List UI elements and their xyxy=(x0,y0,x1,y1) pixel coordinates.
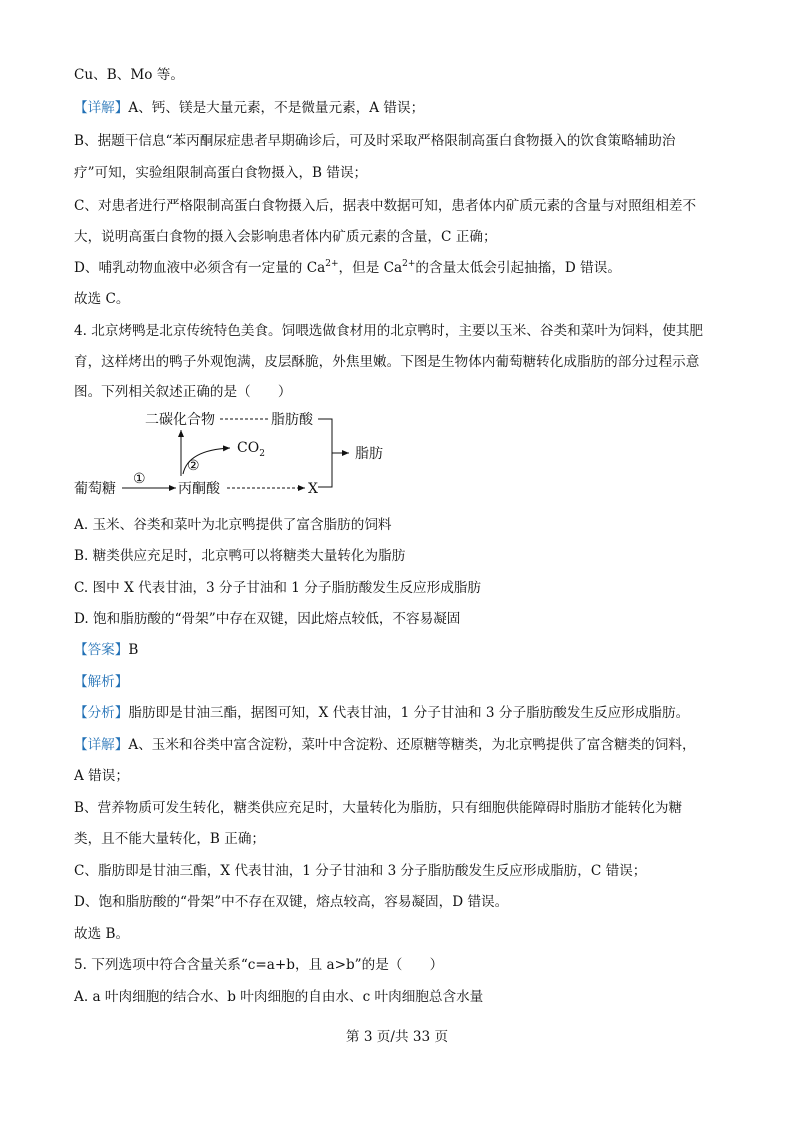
step-1-marker: ① xyxy=(133,471,146,487)
text-line: D、饱和脂肪酸的“骨架”中不存在双键，熔点较高，容易凝固，D 错误。 xyxy=(74,894,509,910)
answer-line xyxy=(74,641,754,659)
detail-tag: 【详解】 xyxy=(74,100,129,116)
text-line: B、营养物质可发生转化，糖类供应充足时，大量转化为脂肪，只有细胞供能障碍时脂肪才能转化为糖 xyxy=(74,800,683,816)
text-line xyxy=(74,259,754,277)
text-line: C、对患者进行严格限制高蛋白食物摄入后，据表中数据可知，患者体内矿质元素的含量与对照组相差不 xyxy=(74,198,697,214)
text-line: 图。下列相关叙述正确的是（ ） xyxy=(74,384,292,400)
superscript: 2+ xyxy=(325,259,339,269)
fat-label: 脂肪 xyxy=(355,446,383,462)
text-line: 大，说明高蛋白食物的摄入会影响患者体内矿质元素的含量，C 正确； xyxy=(74,229,497,245)
text-span: ，但是 Ca xyxy=(338,260,403,276)
analysis-tag: 【解析】 xyxy=(74,674,129,690)
text-line: A 错误； xyxy=(74,768,129,784)
text-span: D、哺乳动物血液中必须含有一定量的 Ca xyxy=(74,260,326,276)
option-d: D. 饱和脂肪酸的“骨架”中存在双键，因此熔点较低，不容易凝固 xyxy=(74,611,461,627)
answer-tag: 【答案】 xyxy=(74,642,129,658)
option-a: A. 玉米、谷类和菜叶为北京鸭提供了富含脂肪的饲料 xyxy=(74,517,392,533)
question-4-stem: 4. 北京烤鸭是北京传统特色美食。饲喂选做食材用的北京鸭时，主要以玉米、谷类和菜叶为饲料，使其肥 xyxy=(74,323,704,339)
co2-label: $CO_2$ xyxy=(237,440,265,459)
fenxi-tag: 【分析】 xyxy=(74,705,129,721)
text-line: 类，且不能大量转化，B 正确； xyxy=(74,831,266,847)
text-line: Cu、B、Mo 等。 xyxy=(74,67,184,83)
text-span: A、玉米和谷类中富含淀粉，菜叶中含淀粉、还原糖等糖类，为北京鸭提供了富含糖类的饲料， xyxy=(128,737,696,753)
text-line: C、脂肪即是甘油三酯，X 代表甘油，1 分子甘油和 3 分子脂肪酸发生反应形成脂肪，C 错误； xyxy=(74,863,647,879)
glucose-label: 葡萄糖 xyxy=(74,481,116,497)
bracket-line xyxy=(318,419,332,487)
text-span: 脂肪即是甘油三酯，据图可知，X 代表甘油，1 分子甘油和 3 分子脂肪酸发生反应形成脂肪。 xyxy=(128,705,690,721)
analysis-line xyxy=(74,704,754,722)
detail-tag: 【详解】 xyxy=(74,737,129,753)
text-line: 疗”可知，实验组限制高蛋白食物摄入，B 错误； xyxy=(74,165,368,181)
text-line: B、据题干信息“苯丙酮尿症患者早期确诊后，可及时采取严格限制高蛋白食物摄入的饮食策略辅助治 xyxy=(74,133,676,149)
fatty-acid-label: 脂肪酸 xyxy=(271,412,313,428)
x-label: X xyxy=(308,481,318,497)
option-b: B. 糖类供应充足时，北京鸭可以将糖类大量转化为脂肪 xyxy=(74,548,406,564)
pyruvate-label: 丙酮酸 xyxy=(178,481,220,497)
page-footer: 第 3 页/共 33 页 xyxy=(345,1029,449,1045)
step-2-marker: ② xyxy=(187,458,200,474)
text-line xyxy=(74,99,754,117)
two-carbon-compound-label: 二碳化合物 xyxy=(145,412,215,428)
answer-value: B xyxy=(128,642,139,658)
text-span: 的含量太低会引起抽搐，D 错误。 xyxy=(415,260,621,276)
detail-line xyxy=(74,736,754,754)
glucose-to-fat-diagram xyxy=(60,398,400,508)
text-line: 育，这样烤出的鸭子外观饱满，皮层酥脆，外焦里嫩。下图是生物体内葡萄糖转化成脂肪的部分过程示意 xyxy=(74,354,700,370)
analysis-heading xyxy=(74,673,754,691)
text-line: 故选 C。 xyxy=(74,291,130,307)
text-span: A、钙、镁是大量元素，不是微量元素，A 错误； xyxy=(128,100,425,116)
text-line: 故选 B。 xyxy=(74,926,130,942)
option-c: C. 图中 X 代表甘油，3 分子甘油和 1 分子脂肪酸发生反应形成脂肪 xyxy=(74,580,481,596)
question-5-stem: 5. 下列选项中符合含量关系“c=a+b，且 a>b”的是（ ） xyxy=(74,957,444,973)
question-5-option-a: A. a 叶肉细胞的结合水、b 叶肉细胞的自由水、c 叶肉细胞总含水量 xyxy=(74,989,484,1005)
superscript: 2+ xyxy=(402,259,416,269)
